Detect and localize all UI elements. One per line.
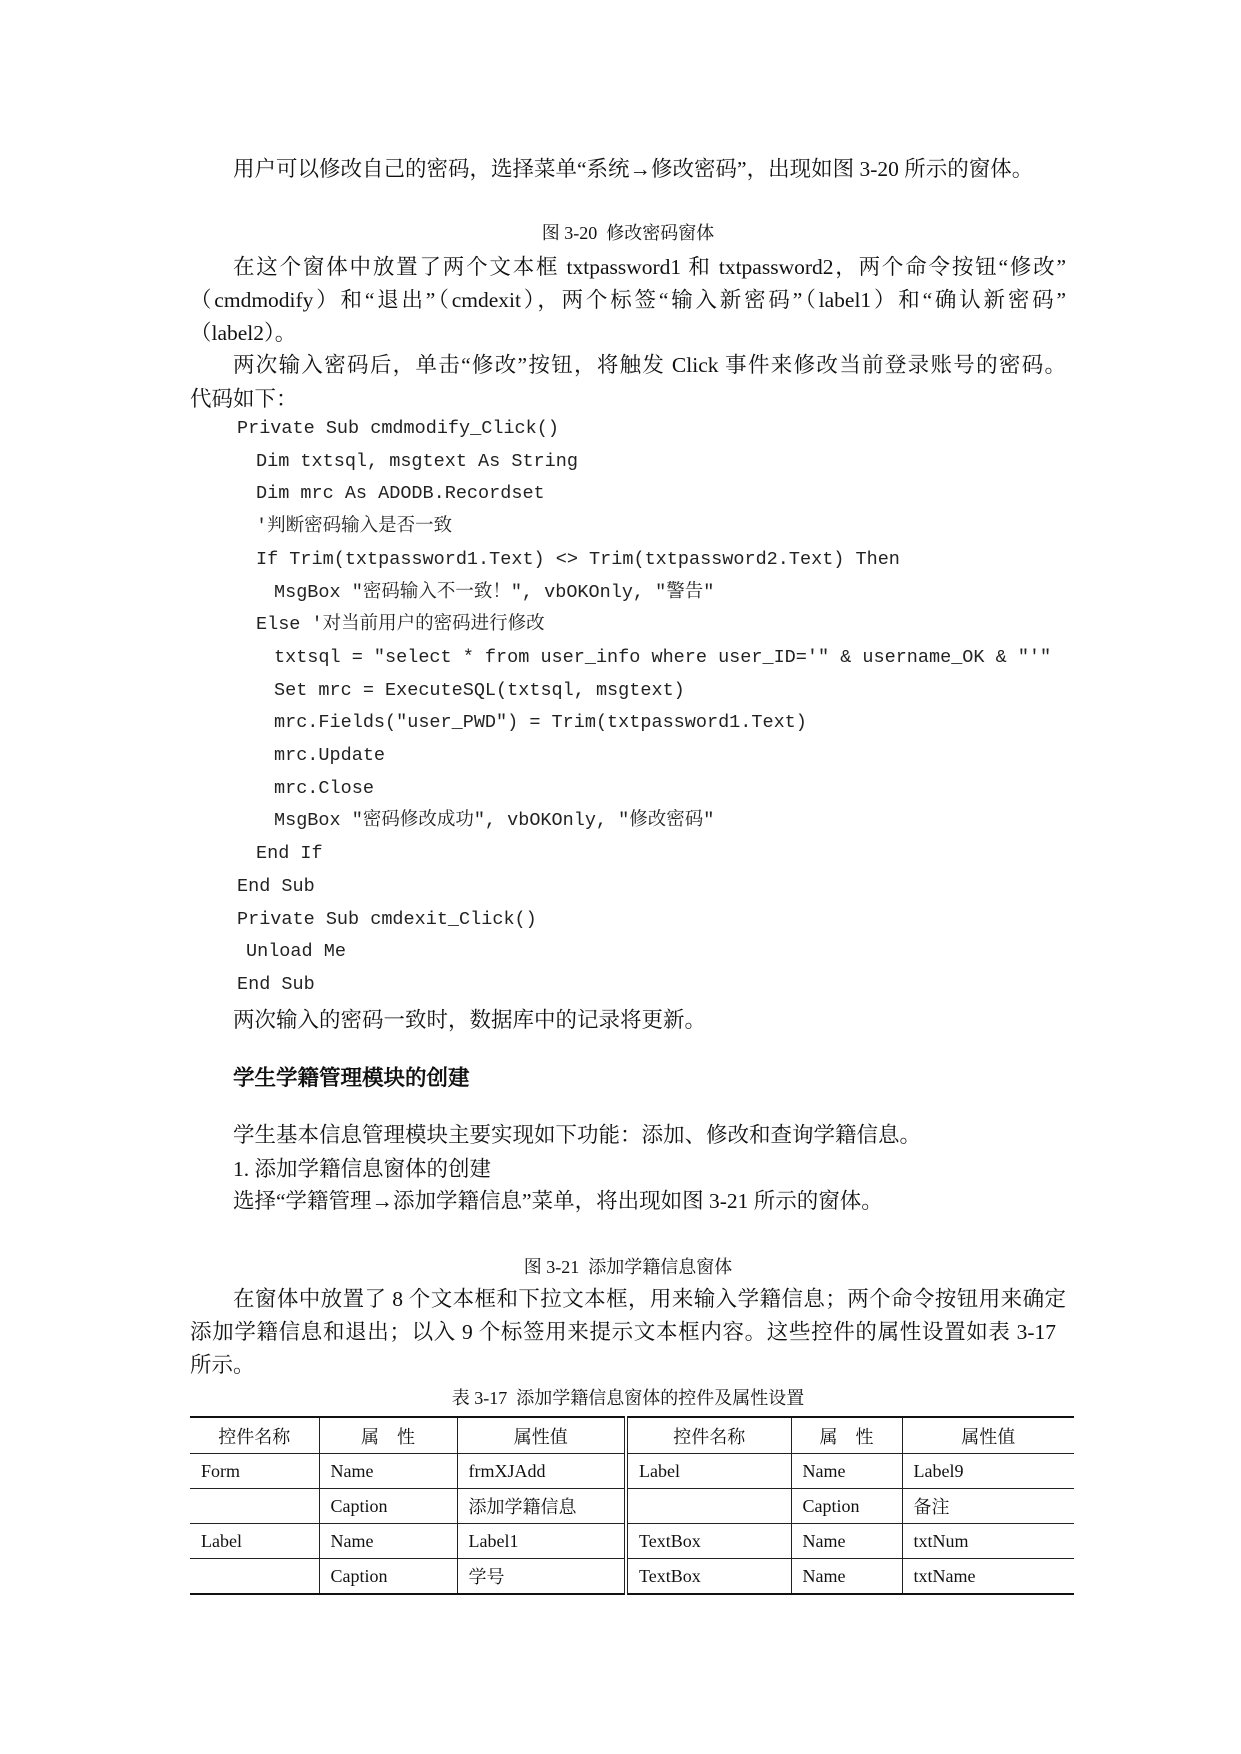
table-row <box>190 1489 1074 1524</box>
table-cell: Label <box>626 1454 791 1489</box>
intro-line: 用户可以修改自己的密码，选择菜单“系统→修改密码”，出现如图 3-20 所示的窗体。 <box>233 157 1034 181</box>
table-cell: Name <box>791 1524 902 1559</box>
table-header-cell: 控件名称 <box>626 1417 791 1454</box>
table-header-cell: 属 性 <box>319 1417 457 1454</box>
code-line: If Trim(txtpassword1.Text) <> Trim(txtpassword2.Text) Then <box>256 549 900 570</box>
section-heading: 学生学籍管理模块的创建 <box>233 1066 470 1090</box>
code-line: txtsql = "select * from user_info where user_ID='" & username_OK & "'" <box>274 647 1052 668</box>
body-text-line: 学生基本信息管理模块主要实现如下功能：添加、修改和查询学籍信息。 <box>233 1123 922 1147</box>
table-cell: Label9 <box>902 1454 1074 1489</box>
body-text-line: 在这个窗体中放置了两个文本框 txtpassword1 和 txtpassword2，两个命令按钮“修改” <box>233 255 1066 279</box>
table-cell: txtNum <box>902 1524 1074 1559</box>
body-text-line: 添加学籍信息和退出；以入 9 个标签用来提示文本框内容。这些控件的属性设置如表 3-17 <box>190 1320 1056 1344</box>
code-line: Private Sub cmdmodify_Click() <box>237 418 559 439</box>
table-cell: 学号 <box>457 1559 626 1595</box>
table-cell <box>190 1489 319 1524</box>
table-header-row <box>190 1417 1074 1454</box>
figure-caption: 图 3-21 添加学籍信息窗体 <box>523 1257 733 1277</box>
control-properties-table <box>190 1416 1074 1595</box>
table-header-cell: 属性值 <box>902 1417 1074 1454</box>
code-line: MsgBox "密码输入不一致！", vbOKOnly, "警告" <box>274 582 715 603</box>
body-text-line: 在窗体中放置了 8 个文本框和下拉文本框，用来输入学籍信息；两个命令按钮用来确定 <box>233 1287 1066 1311</box>
table-caption: 表 3-17 添加学籍信息窗体的控件及属性设置 <box>451 1388 805 1408</box>
code-line: Private Sub cmdexit_Click() <box>237 909 537 930</box>
table-cell: Caption <box>319 1559 457 1595</box>
table-cell <box>626 1489 791 1524</box>
code-line: MsgBox "密码修改成功", vbOKOnly, "修改密码" <box>274 810 715 831</box>
table-cell: Name <box>319 1524 457 1559</box>
code-line: Dim txtsql, msgtext As String <box>256 451 578 472</box>
code-line: Unload Me <box>246 941 346 962</box>
figure-caption: 图 3-20 修改密码窗体 <box>541 223 715 243</box>
code-comment-line: '判断密码输入是否一致 <box>256 516 453 537</box>
body-text-line: （label2）。 <box>190 321 297 345</box>
code-line: Dim mrc As ADODB.Recordset <box>256 483 545 504</box>
table-cell: Label1 <box>457 1524 626 1559</box>
code-line: Else '对当前用户的密码进行修改 <box>256 614 545 635</box>
table-header-cell: 控件名称 <box>190 1417 319 1454</box>
body-text-line: （cmdmodify）和“退出”（cmdexit），两个标签“输入新密码”（label1）和“确认新密码” <box>190 288 1066 312</box>
body-text-line: 选择“学籍管理→添加学籍信息”菜单，将出现如图 3-21 所示的窗体。 <box>233 1189 883 1213</box>
body-text-line: 两次输入的密码一致时，数据库中的记录将更新。 <box>233 1008 707 1032</box>
table-cell: TextBox <box>626 1524 791 1559</box>
table-cell: frmXJAdd <box>457 1454 626 1489</box>
code-line: Set mrc = ExecuteSQL(txtsql, msgtext) <box>274 680 685 701</box>
table-cell: Name <box>319 1454 457 1489</box>
table-cell: 添加学籍信息 <box>457 1489 626 1524</box>
table-cell: 备注 <box>902 1489 1074 1524</box>
table-cell: TextBox <box>626 1559 791 1595</box>
table-row <box>190 1559 1074 1595</box>
body-text-line: 所示。 <box>190 1353 255 1377</box>
table-row <box>190 1524 1074 1559</box>
table-header-cell: 属 性 <box>791 1417 902 1454</box>
body-text-line: 两次输入密码后，单击“修改”按钮，将触发 Click 事件来修改当前登录账号的密码。 <box>233 353 1066 377</box>
code-line: mrc.Close <box>274 778 374 799</box>
table-cell <box>190 1559 319 1595</box>
table-cell: Caption <box>791 1489 902 1524</box>
table-cell: Form <box>190 1454 319 1489</box>
table-cell: txtName <box>902 1559 1074 1595</box>
code-line: End Sub <box>237 974 315 995</box>
body-text-line: 代码如下： <box>190 387 298 411</box>
table-header-cell: 属性值 <box>457 1417 626 1454</box>
table-cell: Name <box>791 1454 902 1489</box>
code-line: mrc.Fields("user_PWD") = Trim(txtpassword1.Text) <box>274 712 807 733</box>
table-cell: Caption <box>319 1489 457 1524</box>
code-line: End If <box>256 843 323 864</box>
table-cell: Label <box>190 1524 319 1559</box>
table-cell: Name <box>791 1559 902 1595</box>
table-row <box>190 1454 1074 1489</box>
code-line: mrc.Update <box>274 745 386 766</box>
subsection-heading: 1. 添加学籍信息窗体的创建 <box>233 1157 492 1181</box>
code-line: End Sub <box>237 876 315 897</box>
